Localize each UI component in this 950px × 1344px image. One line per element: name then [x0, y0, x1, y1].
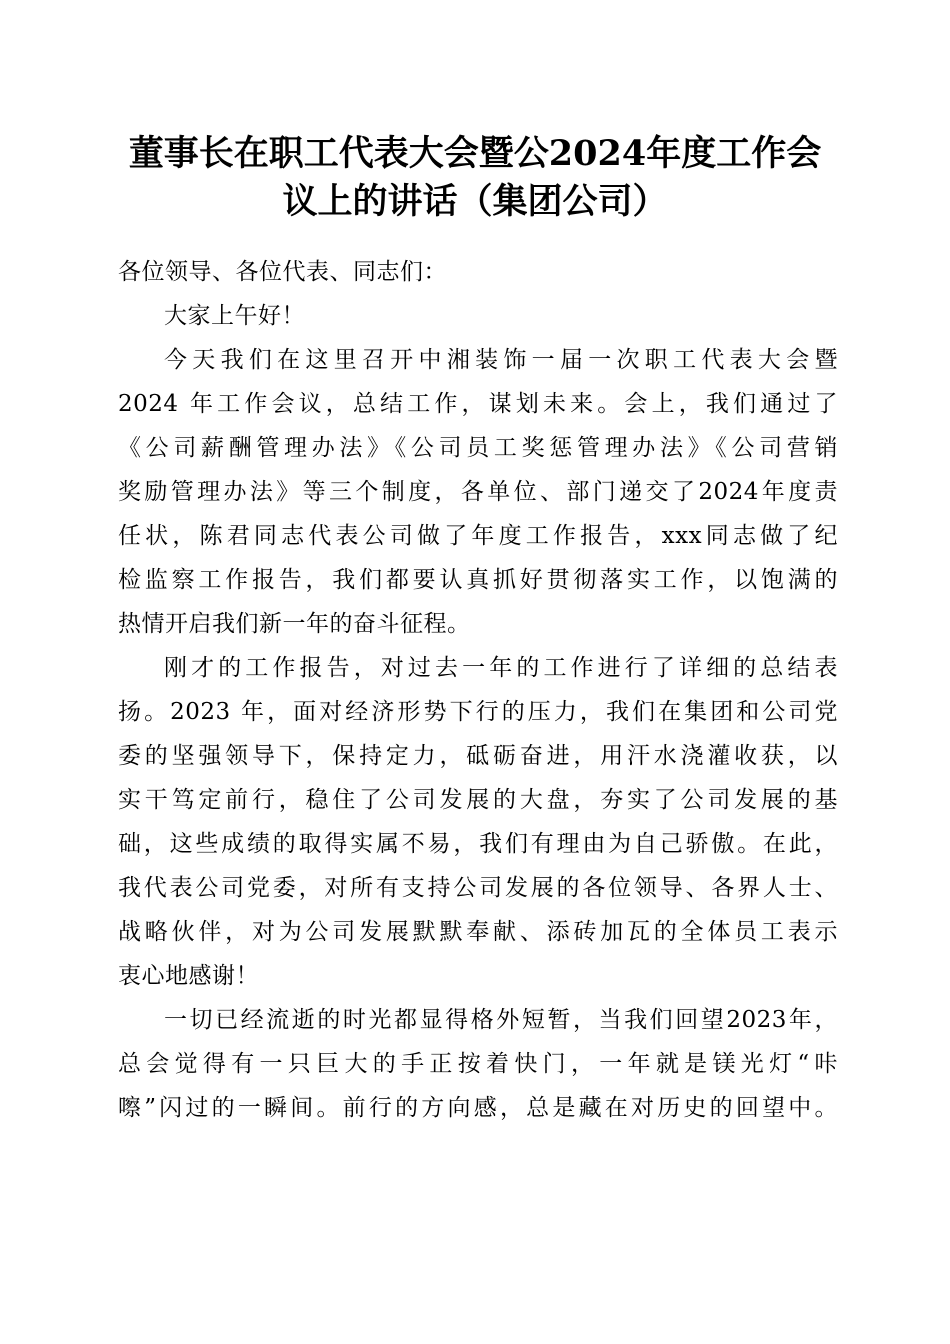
greeting: 大家上午好！: [164, 303, 305, 329]
paragraph-line: 奖励管理办法》等三个制度，各单位、部门递交了2024年度责: [118, 479, 838, 505]
paragraph-2: [118, 646, 838, 998]
paragraph-line: 战略伙伴，对为公司发展默默奉献、添砖加瓦的全体员工表示: [118, 919, 838, 945]
paragraph-line: 2024 年工作会议，总结工作，谋划未来。会上，我们通过了: [118, 391, 838, 417]
document-body: [118, 250, 838, 1130]
title-line-1: 董事长在职工代表大会暨公2024年度工作会: [128, 133, 822, 174]
paragraph-line: 热情开启我们新一年的奋斗征程。: [118, 611, 471, 637]
paragraph-line: 委的坚强领导下，保持定力，砥砺奋进，用汗水浇灌收获，以: [118, 743, 838, 769]
paragraph-line: 刚才的工作报告，对过去一年的工作进行了详细的总结表: [164, 655, 838, 681]
paragraph-line: 《公司薪酬管理办法》《公司员工奖惩管理办法》《公司营销: [118, 435, 838, 461]
salutation: 各位领导、各位代表、同志们：: [118, 259, 447, 285]
paragraph-3: [118, 998, 838, 1130]
document-title: [100, 130, 850, 226]
paragraph-line: 础，这些成绩的取得实属不易，我们有理由为自己骄傲。在此，: [118, 831, 838, 857]
paragraph-line: 扬。2023 年，面对经济形势下行的压力，我们在集团和公司党: [118, 699, 838, 725]
title-line-2: 议上的讲话（集团公司）: [282, 181, 668, 222]
paragraph-line: 任状，陈君同志代表公司做了年度工作报告，xxx同志做了纪: [118, 523, 838, 549]
paragraph-line: 实干笃定前行，稳住了公司发展的大盘，夯实了公司发展的基: [118, 787, 838, 813]
paragraph-line: 嚓”闪过的一瞬间。前行的方向感，总是藏在对历史的回望中。: [118, 1095, 838, 1121]
paragraph-line: 衷心地感谢！: [118, 963, 259, 989]
paragraph-line: 我代表公司党委，对所有支持公司发展的各位领导、各界人士、: [118, 875, 838, 901]
paragraph-1: [118, 338, 838, 646]
paragraph-line: 检监察工作报告，我们都要认真抓好贯彻落实工作，以饱满的: [118, 567, 838, 593]
paragraph-line: 今天我们在这里召开中湘装饰一届一次职工代表大会暨: [164, 347, 838, 373]
paragraph-line: 一切已经流逝的时光都显得格外短暂，当我们回望2023年，: [164, 1007, 838, 1033]
paragraph-line: 总会觉得有一只巨大的手正按着快门，一年就是镁光灯“咔: [118, 1051, 838, 1077]
